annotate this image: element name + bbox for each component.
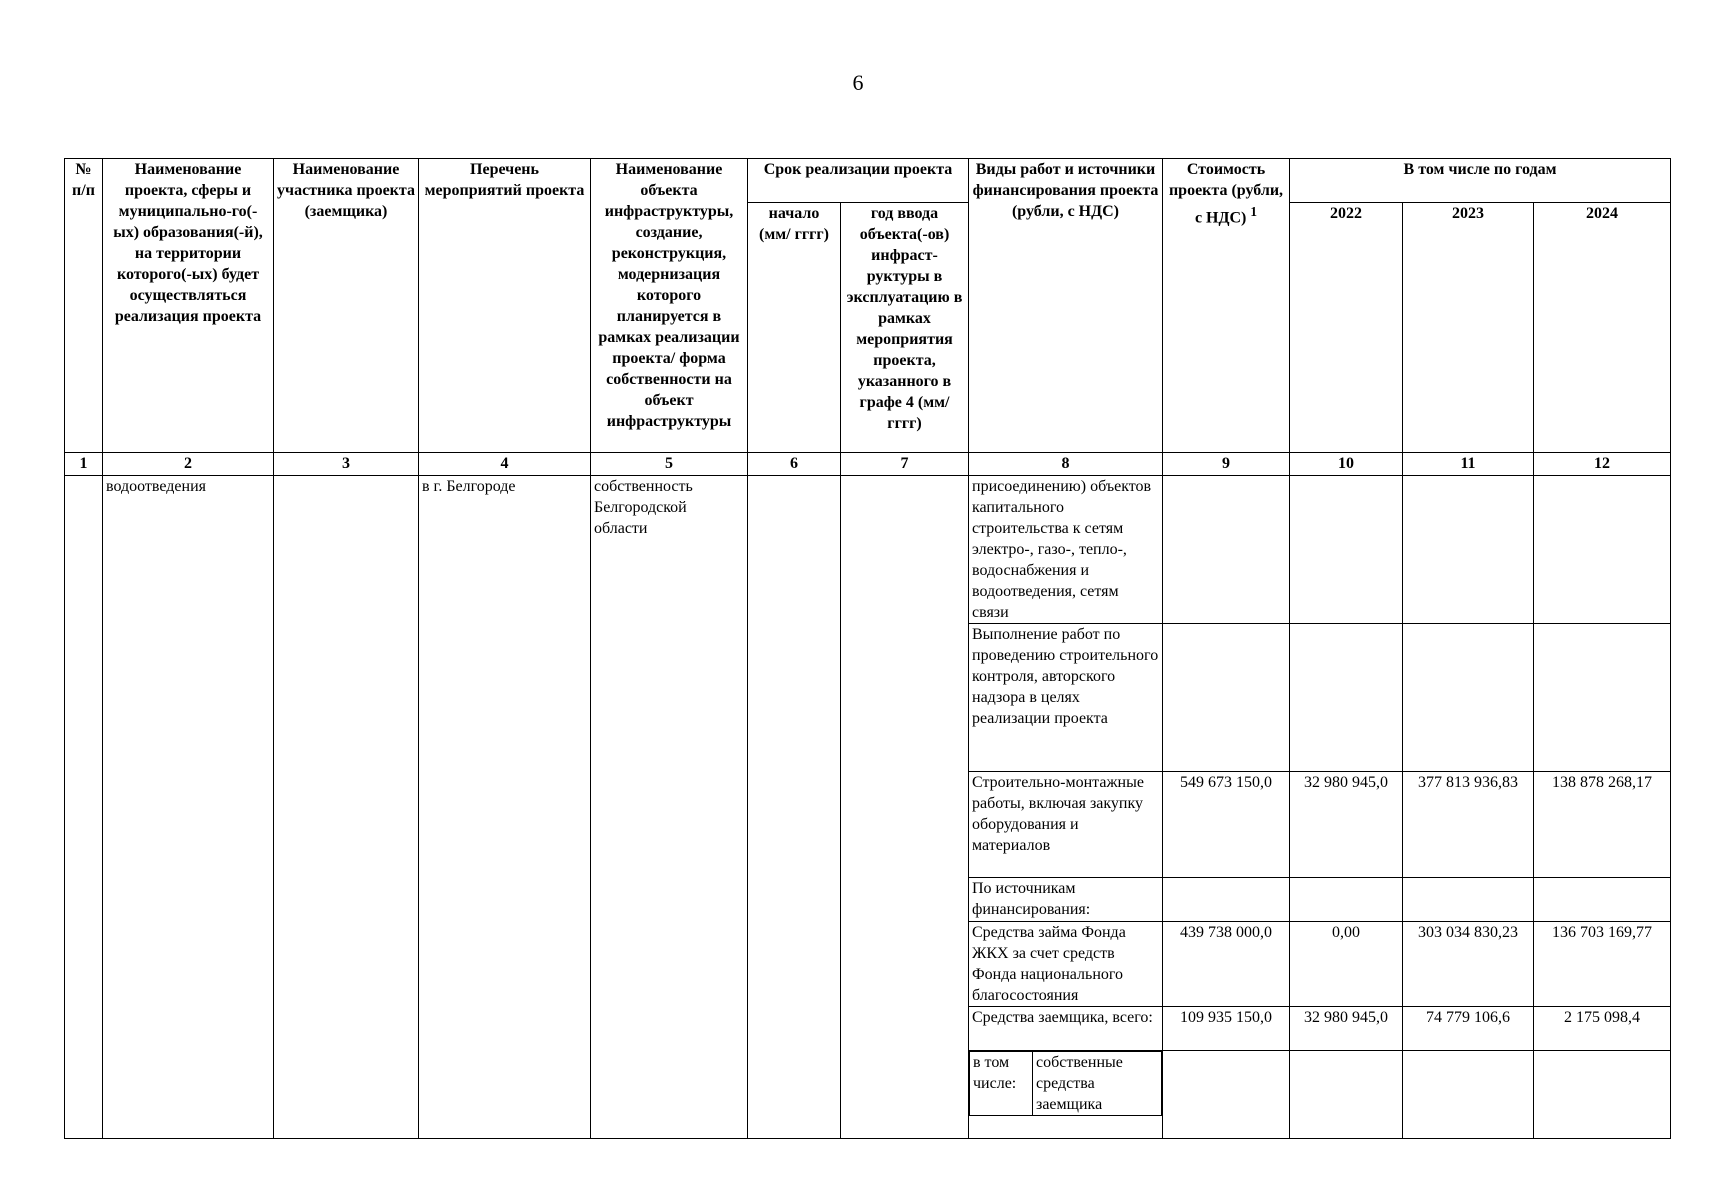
work-type-cell: Строительно-монтажные работы, включая закупку оборудования и материалов: [969, 772, 1163, 878]
cost-2022-cell: 0,00: [1290, 922, 1403, 1007]
header-term-group: Срок реализации проекта: [748, 159, 969, 203]
total-cost-cell: [1163, 1051, 1290, 1139]
column-number-row: [65, 453, 1671, 476]
column-number: 2: [103, 453, 274, 476]
cost-2023-cell: [1403, 476, 1534, 624]
work-type-cell: Средства заемщика, всего:: [969, 1007, 1163, 1051]
header-col-5: Наименование объекта инфраструктуры, создание, реконструкция, модернизация которого планируется в рамках реализации проекта/ форма собственности на объект инфраструктуры: [591, 159, 748, 453]
header-year-2022: 2022: [1290, 203, 1403, 453]
table-row: [65, 476, 1671, 624]
cost-2023-cell: [1403, 1051, 1534, 1139]
cost-2022-cell: 32 980 945,0: [1290, 1007, 1403, 1051]
measures-cell: в г. Белгороде: [419, 476, 591, 1139]
total-cost-cell: 439 738 000,0: [1163, 922, 1290, 1007]
footnote-mark: 1: [1250, 204, 1258, 219]
project-name-cell: водоотведения: [103, 476, 274, 1139]
total-cost-cell: 109 935 150,0: [1163, 1007, 1290, 1051]
cost-2023-cell: 303 034 830,23: [1403, 922, 1534, 1007]
sub-table: [969, 1051, 1162, 1116]
work-type-cell: Выполнение работ по проведению строительного контроля, авторского надзора в целях реализации проекта: [969, 624, 1163, 772]
header-col-1: № п/п: [65, 159, 103, 453]
column-number: 7: [841, 453, 969, 476]
work-type-cell: присоединению) объектов капитального строительства к сетям электро-, газо-, тепло-, водоснабжения и водоотведения, сетям связи: [969, 476, 1163, 624]
total-cost-cell: 549 673 150,0: [1163, 772, 1290, 878]
header-col-8: Виды работ и источники финансирования проекта (рубли, с НДС): [969, 159, 1163, 453]
cost-2024-cell: 136 703 169,77: [1534, 922, 1671, 1007]
work-type-cell: Средства займа Фонда ЖКХ за счет средств Фонда национального благосостояния: [969, 922, 1163, 1007]
cost-2024-cell: [1534, 1051, 1671, 1139]
column-number: 4: [419, 453, 591, 476]
total-cost-cell: [1163, 624, 1290, 772]
column-number: 5: [591, 453, 748, 476]
cost-2024-cell: 2 175 098,4: [1534, 1007, 1671, 1051]
cost-2023-cell: 377 813 936,83: [1403, 772, 1534, 878]
column-number: 11: [1403, 453, 1534, 476]
cost-2022-cell: [1290, 878, 1403, 922]
column-number: 1: [65, 453, 103, 476]
cost-2024-cell: 138 878 268,17: [1534, 772, 1671, 878]
sub-label: в том числе:: [970, 1052, 1033, 1116]
page-number: 6: [852, 70, 864, 95]
header-col-7: год ввода объекта(-ов) инфраст-руктуры в эксплуатацию в рамках мероприятия проекта, указанного в графе 4 (мм/гггг): [841, 203, 969, 453]
cell-col-1: [65, 476, 103, 1139]
column-number: 6: [748, 453, 841, 476]
cost-2022-cell: 32 980 945,0: [1290, 772, 1403, 878]
header-year-2024: 2024: [1534, 203, 1671, 453]
header-col-4: Перечень мероприятий проекта: [419, 159, 591, 453]
column-number: 10: [1290, 453, 1403, 476]
cost-2024-cell: [1534, 624, 1671, 772]
sub-work-text: собственные средства заемщика: [1033, 1052, 1162, 1116]
project-table: [64, 158, 1671, 1139]
column-number: 12: [1534, 453, 1671, 476]
start-date-cell: [748, 476, 841, 1139]
cost-2023-cell: 74 779 106,6: [1403, 1007, 1534, 1051]
column-number: 3: [274, 453, 419, 476]
header-col-6: начало (мм/ гггг): [748, 203, 841, 453]
object-cell: собственность Белгородской области: [591, 476, 748, 1139]
participant-cell: [274, 476, 419, 1139]
column-number: 9: [1163, 453, 1290, 476]
work-type-cell: По источникам финансирования:: [969, 878, 1163, 922]
cost-2022-cell: [1290, 1051, 1403, 1139]
header-year-2023: 2023: [1403, 203, 1534, 453]
header-years-group: В том числе по годам: [1290, 159, 1671, 203]
commission-date-cell: [841, 476, 969, 1139]
header-col-9-text: Стоимость проекта (рубли, с НДС): [1168, 161, 1284, 227]
header-col-9: [1163, 159, 1290, 453]
work-type-cell: [969, 1051, 1163, 1139]
cost-2022-cell: [1290, 624, 1403, 772]
total-cost-cell: [1163, 878, 1290, 922]
cost-2024-cell: [1534, 878, 1671, 922]
cost-2023-cell: [1403, 624, 1534, 772]
header-col-3: Наименование участника проекта (заемщика): [274, 159, 419, 453]
cost-2023-cell: [1403, 878, 1534, 922]
header-col-2: Наименование проекта, сферы и муниципально-го(-ых) образования(-й), на территории которого(-ых) будет осуществляться реализация проекта: [103, 159, 274, 453]
cost-2024-cell: [1534, 476, 1671, 624]
total-cost-cell: [1163, 476, 1290, 624]
cost-2022-cell: [1290, 476, 1403, 624]
column-number: 8: [969, 453, 1163, 476]
